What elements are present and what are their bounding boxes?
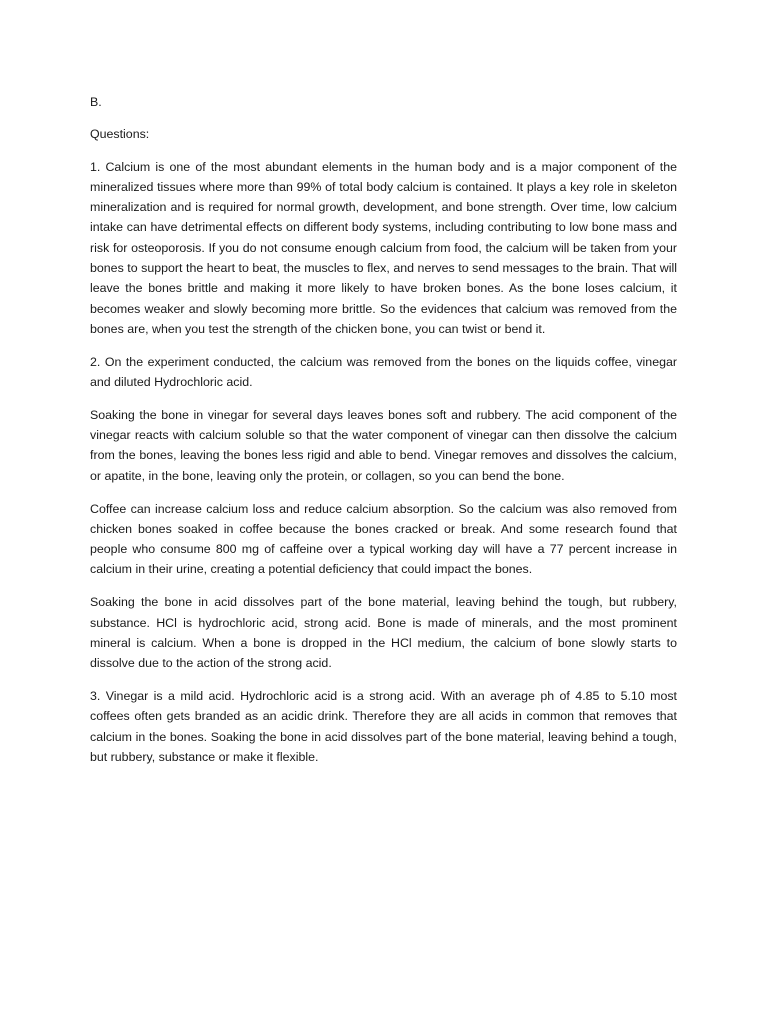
paragraph-question-3: 3. Vinegar is a mild acid. Hydrochloric acid is a strong acid. With an average ph of 4.85 to 5.10 most coffees often gets branded as an acidic drink. Therefore they are all acids in common that removes that calcium in the bones. Soaking the bone in acid dissolves part of the bone material, leaving behind a tough, but rubbery, substance or make it flexible. — [90, 688, 677, 764]
section-label: B. — [90, 95, 102, 109]
document-body — [90, 92, 677, 780]
paragraph-hcl: Soaking the bone in acid dissolves part of the bone material, leaving behind the tough, but rubbery, substance. HCl is hydrochloric acid, strong acid. Bone is made of minerals, and the most prominent mineral is calcium. When a bone is dropped in the HCl medium, the calcium of bone slowly starts to dissolve due to the action of the strong acid. — [90, 595, 677, 671]
questions-heading: Questions: — [90, 127, 150, 142]
paragraph-question-2: 2. On the experiment conducted, the calcium was removed from the bones on the liquids coffee, vinegar and diluted Hydrochloric acid. — [90, 354, 677, 390]
paragraph-question-1: 1. Calcium is one of the most abundant elements in the human body and is a major component of the mineralized tissues where more than 99% of total body calcium is contained. It plays a key role in skeleton mineralization and is required for normal growth, development, and bone strength. Over time, low calcium intake can have detrimental effects on different body systems, including contributing to low bone mass and risk for osteoporosis. If you do not consume enough calcium from food, the calcium will be taken from your bones to support the heart to beat, the muscles to flex, and nerves to send messages to the brain. That will leave the bones brittle and making it more likely to have broken bones. As the bone loses calcium, it becomes weaker and slowly becoming more brittle. So the evidences that calcium was removed from the bones are, when you test the strength of the chicken bone, you can twist or bend it. — [90, 159, 677, 336]
paragraph-coffee: Coffee can increase calcium loss and reduce calcium absorption. So the calcium was also removed from chicken bones soaked in coffee because the bones cracked or break. And some research found that people who consume 800 mg of caffeine over a typical working day will have a 77 percent increase in calcium in their urine, creating a potential deficiency that could impact the bones. — [90, 501, 677, 577]
paragraph-vinegar: Soaking the bone in vinegar for several days leaves bones soft and rubbery. The acid component of the vinegar reacts with calcium soluble so that the water component of vinegar can then dissolve the calcium from the bones, leaving the bones less rigid and able to bend. Vinegar removes and dissolves the calcium, or apatite, in the bone, leaving only the protein, or collagen, so you can bend the bone. — [90, 407, 677, 483]
